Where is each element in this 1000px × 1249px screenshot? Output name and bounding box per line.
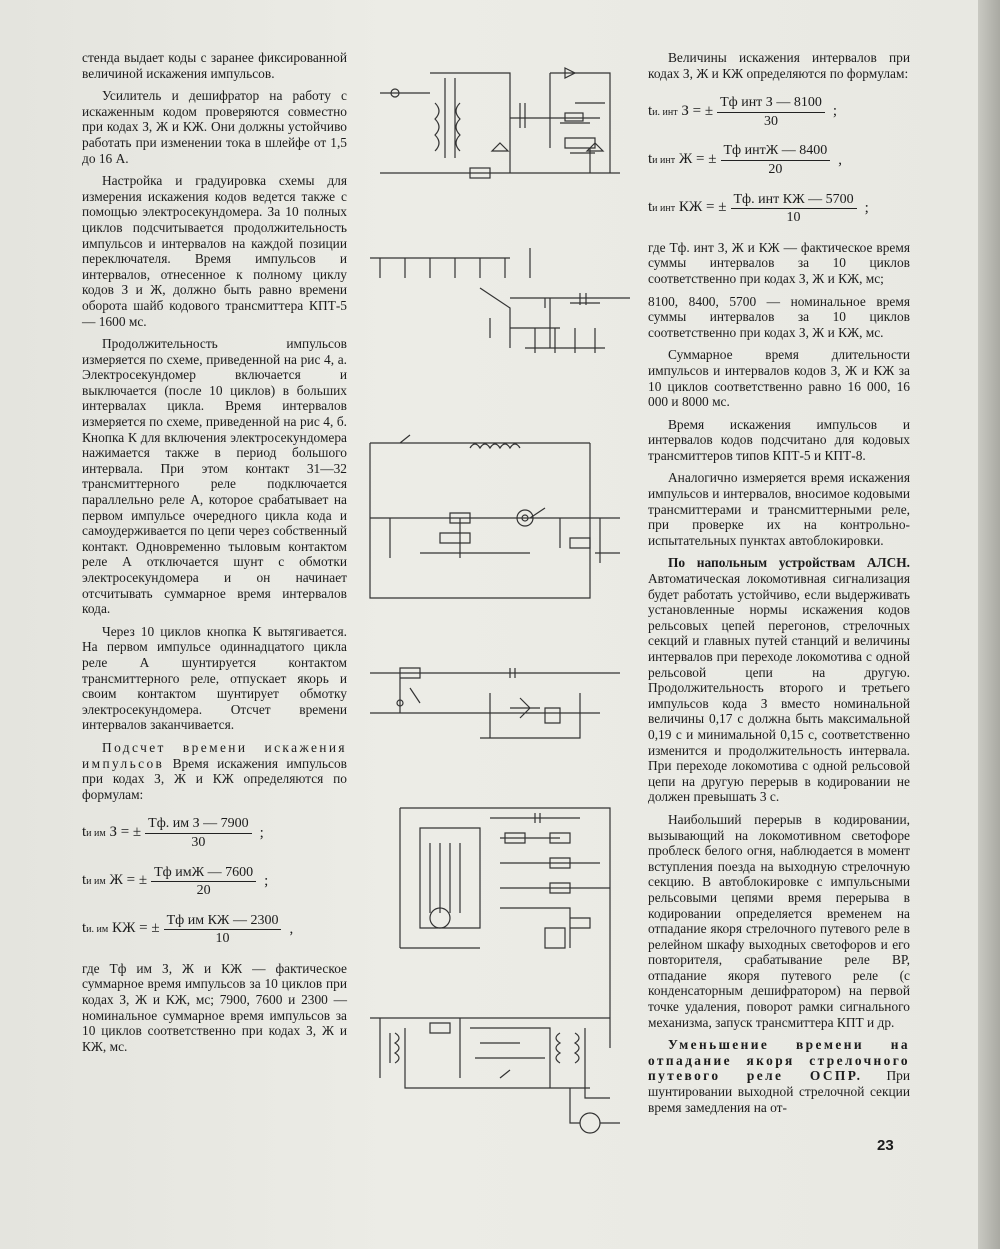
- right-text-column: [648, 50, 910, 1122]
- paragraph: где Тф им З, Ж и КЖ — фактическое суммарное время импульсов за 10 циклов при кодах З, Ж и КЖ, мс; 7900, 7600 и 2300 — номинальное суммарное время импульсов за 10 циклов соответственно при кодах З, Ж и КЖ, мс.: [82, 960, 347, 1054]
- formula-interval-kzh: tи инт КЖ = ± $\frac{\text{Tф. инт КЖ — 5700}}{10}$ ;: [648, 191, 869, 226]
- paragraph: стенда выдает коды с заранее фиксированной величиной искажения импульсов.: [82, 50, 347, 81]
- paragraph: 8100, 8400, 5700 — номинальное время суммы интервалов за 10 циклов соответственно при кодах З, Ж и КЖ, мс.: [648, 293, 910, 340]
- figure-6-transformer-circuit: [370, 1018, 620, 1133]
- paragraph: Аналогично измеряется время искажения импульсов и интервалов, вносимое кодовыми трансмиттерами и трансмиттерными реле, при проверке их на контрольно-испытательных пунктах автоблокировки.: [648, 470, 910, 548]
- paragraph: Усилитель и дешифратор на работу с искаженным кодом проверяются совместно при кодах З, Ж и КЖ. Они должны устойчиво работать при изменении тока в шлейфе от 1,5 до 16 А.: [82, 88, 347, 166]
- formula-lhs: tи. инт З = ±: [648, 102, 714, 119]
- paragraph: [648, 1037, 910, 1115]
- paragraph: Настройка и градуировка схемы для измерения искажения кодов ведется также с помощью электросекундомера. За 10 полных циклов подсчитывается продолжительность импульсов и интервалов на каждой позиции переключателя. Время импульсов и интервалов, отнесенное к полному циклу кодов З и Ж, должно быть равно времени оборота шайб кодового трансмиттера КПТ-5 — 1600 мс.: [82, 173, 347, 329]
- formula-lhs: tи инт КЖ = ±: [648, 199, 727, 216]
- formula-fraction: $\frac{\text{Tф имЖ — 7600}}{20}$: [151, 865, 256, 899]
- formula-fraction: $\frac{\text{Tф им КЖ — 2300}}{10}$: [164, 913, 282, 947]
- formula-lhs: tи им З = ±: [82, 824, 142, 841]
- page-edge-shadow: [978, 0, 1000, 1249]
- formula-lhs: tи инт Ж = ±: [648, 151, 717, 168]
- paragraph-text: Время искажения импульсов при кодах З, Ж и КЖ определяются по формулам:: [82, 755, 347, 802]
- formula-impulse-kzh: tи. им КЖ = ± $\frac{\text{Tф им КЖ — 2300}}{10}$ ,: [82, 912, 294, 947]
- formula-lhs: tи. им КЖ = ±: [82, 920, 160, 937]
- formula-fraction: $\frac{\text{Tф. им З — 7900}}{30}$: [145, 816, 252, 850]
- figure-1-amplifier-circuit: [380, 68, 620, 178]
- figure-2-switch-circuit: [370, 248, 630, 353]
- paragraph: Наибольший перерыв в кодировании, вызывающий на локомотивном светофоре проблеск белого огня, наблюдается в момент вступления поезда на выходную стрелочную секцию. В автоблокировке с импульсными рельсовыми цепями время перерыва в кодировании определяется временем на отпадание якоря стрелочного путевого реле в релейном шкафу выходных светофоров и его повторителя, срабатывание реле ВР, отпадание якоря путевого реле (с конденсаторным дешифратором) на первой точке удаления, поворот рамки сигнального механизма, запуск трансмиттера КПТ и др.: [648, 811, 910, 1030]
- paragraph: [82, 740, 347, 802]
- paragraph: Время искажения импульсов и интервалов кодов подсчитано для кодовых трансмиттеров типов КПТ-5 и КПТ-8.: [648, 416, 910, 463]
- paragraph: где Тф. инт З, Ж и КЖ — фактическое время суммы интервалов за 10 циклов соответственно при кодах З, Ж и КЖ, мс;: [648, 239, 910, 286]
- formula-impulse-z: tи им З = ± $\frac{\text{Tф. им З — 7900}}{30}$ ;: [82, 816, 264, 850]
- figure-5-bridge-circuit: [400, 808, 610, 1048]
- paragraph: Величины искажения интервалов при кодах З, Ж и КЖ определяются по формулам:: [648, 50, 910, 81]
- figure-4-relay-circuit: [370, 668, 620, 738]
- paragraph-text: Автоматическая локомотивная сигнализация будет работать устойчиво, если выдерживать установленные нормы искажения кодов рельсовых цепей перегонов, стрелочных секций и главных путей станций и величины интервалов при переходе локомотива с одной рельсовой цепи на другую. Продолжительность второго и третьего импульсов кода З вместо номинальной величины 0,17 с должна быть максимальной 0,19 с и минимальной 0,15 с, соответственно изменится и продолжительность интервала. При переходе локомотива с одной рельсовой цепи на другую перерыв в кодировании не должен превышать 3 с.: [648, 571, 910, 805]
- formula-interval-zh: tи инт Ж = ± $\frac{\text{Tф интЖ — 8400}}{20}$ ,: [648, 143, 843, 177]
- paragraph: [648, 555, 910, 805]
- spaced-heading: Уменьшение времени на отпадание якоря стрелочного путевого реле ОСПР.: [648, 1037, 910, 1084]
- spaced-heading: Подсчет времени искажения импульсов: [82, 739, 347, 771]
- figure-3-measuring-circuit: [370, 435, 620, 598]
- paragraph: Суммарное время длительности импульсов и интервалов кодов З, Ж и КЖ за 10 циклов соответственно равно 16 000, 16 000 и 8000 мс.: [648, 347, 910, 410]
- circuit-figures: [360, 48, 640, 1178]
- section-heading: По напольным устройствам АЛСН.: [668, 555, 910, 571]
- formula-fraction: $\frac{\text{Tф интЖ — 8400}}{20}$: [721, 143, 831, 177]
- left-text-column: [82, 50, 347, 1061]
- page-number: 23: [877, 1137, 894, 1154]
- formula-impulse-zh: tи им Ж = ± $\frac{\text{Tф имЖ — 7600}}{20}$ ;: [82, 864, 269, 899]
- formula-interval-z: tи. инт З = ± $\frac{\text{Tф инт З — 8100}}{30}$ ;: [648, 95, 837, 129]
- formula-lhs: tи им Ж = ±: [82, 872, 148, 889]
- paragraph: Продолжительность импульсов измеряется по схеме, приведенной на рис 4, а. Электросекундомер включается и выключается (после 10 циклов) в больших интервалах цикла. Время интервалов измеряется по схеме, приведенной на рис 4, б. Кнопка К для включения электросекундомера нажимается также в период большого интервала. При этом контакт 31—32 трансмиттерного реле подключается параллельно реле А, которое срабатывает на первом импульсе очередного цикла кода и самоудерживается по цепи через собственный контакт. Одновременно тыловым контактом реле А отключается шунт с обмотки электросекундомера и он начинает отсчитывать суммарное время интервалов кода.: [82, 336, 347, 617]
- formula-fraction: $\frac{\text{Tф инт З — 8100}}{30}$: [717, 95, 825, 129]
- paragraph: Через 10 циклов кнопка К вытягивается. На первом импульсе одиннадцатого цикла реле А шунтируется контактом трансмиттерного реле, отпускает якорь и своим контактом шунтирует обмотку электросекундомера. Отсчет времени интервалов заканчивается.: [82, 623, 347, 733]
- formula-fraction: $\frac{\text{Tф. инт КЖ — 5700}}{10}$: [731, 192, 857, 226]
- paragraph-text: При шунтировании выходной стрелочной секции время замедления на от-: [648, 1068, 910, 1115]
